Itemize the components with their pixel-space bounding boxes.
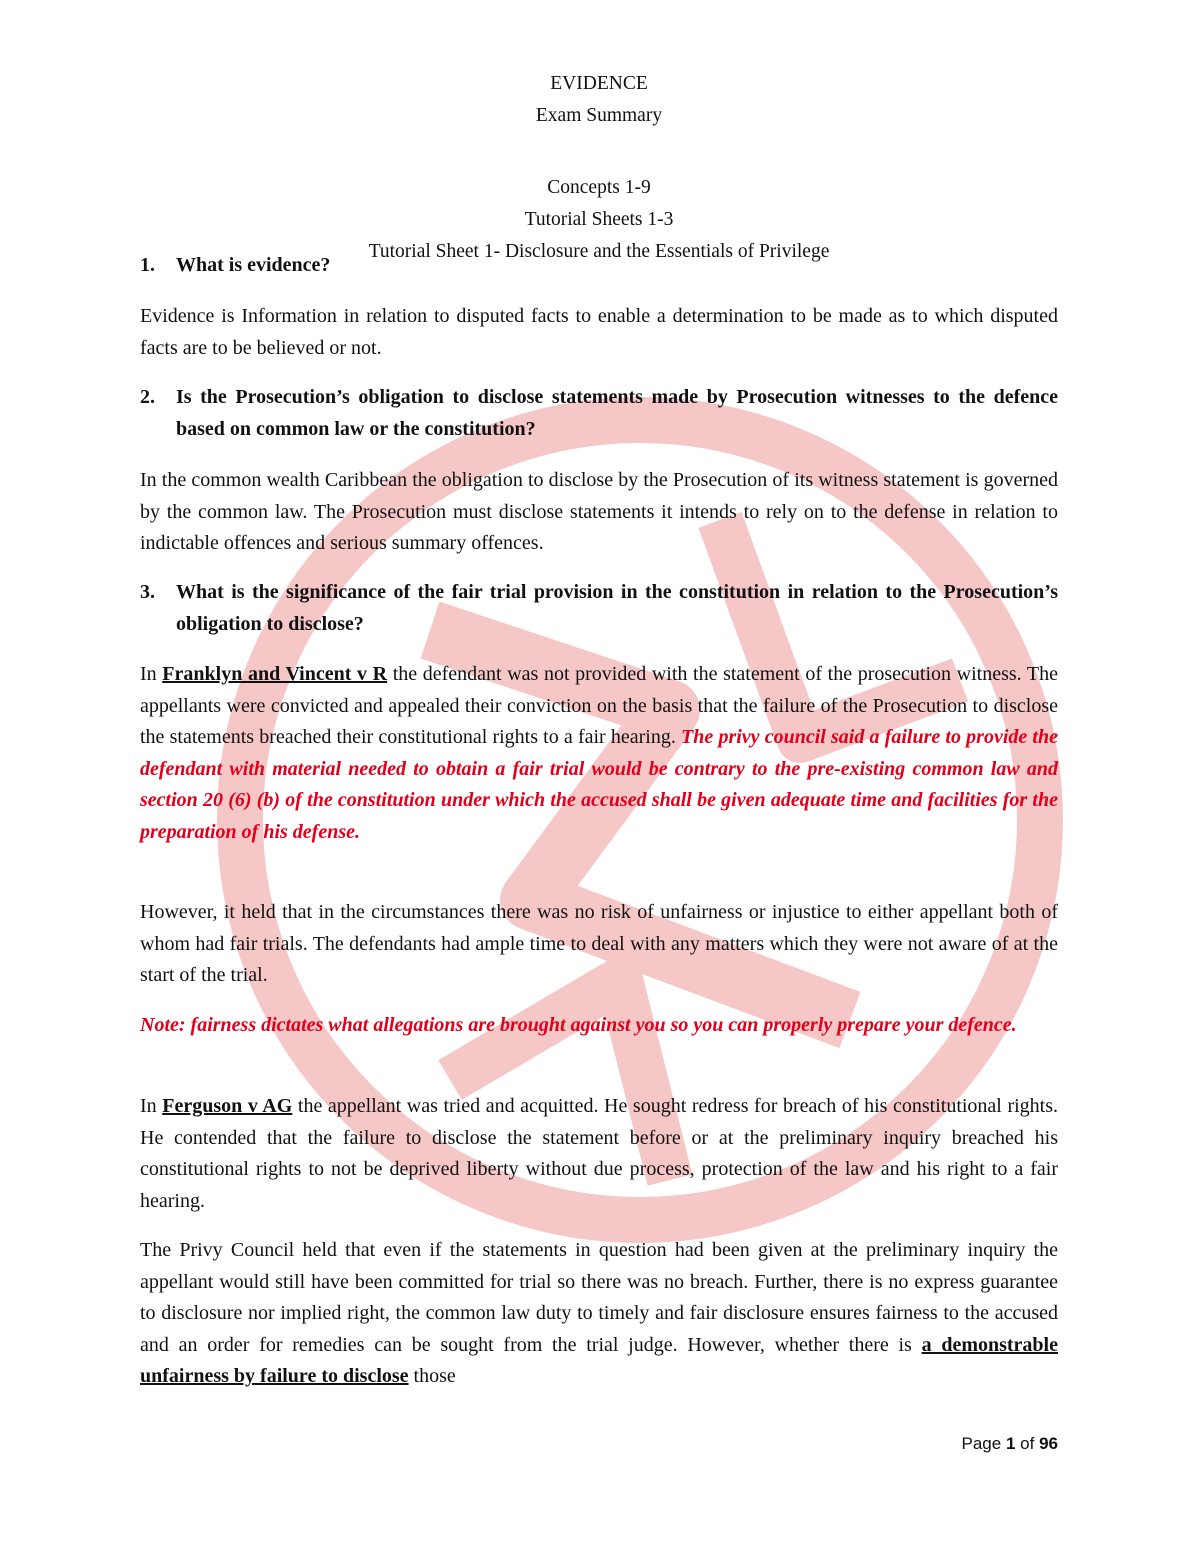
page-label: Page <box>961 1434 1002 1453</box>
emphasis-holding: The privy council said a failure to provide the defendant with material needed to obtain a fair trial would be contrary to the pre-existing common law and section 20 (6) (b) of the constitution under which the accused shall be given adequate time and facilities for the preparation of his defense. <box>140 726 1058 843</box>
header-tutorial-sheets: Tutorial Sheets 1-3 <box>524 209 674 230</box>
question-number: 3. <box>140 581 155 603</box>
question-text: Is the Prosecution’s obligation to disclose statements made by Prosecution witnesses to the defence based on common law or the constitution? <box>176 386 1058 440</box>
question-number: 1. <box>140 254 155 276</box>
answer-1: Evidence is Information in relation to disputed facts to enable a determination to be made as to which disputed facts are to be believed or not. <box>140 305 1058 359</box>
question-2 <box>140 382 1058 445</box>
paragraph-privy-council <box>140 1235 1058 1393</box>
paragraph-body: The Privy Council held that even if the statements in question had been given at the preliminary inquiry the appellant would still have been committed for trial so there was no breach. Further, there is no express guarantee to disclosure nor implied right, the common law duty to timely and fair disclosure ensures fairness to the accused and an order for remedies can be sought from the trial judge. However, whether there is <box>140 1239 1058 1356</box>
question-number: 2. <box>140 386 155 408</box>
question-3 <box>140 577 1058 640</box>
paragraph-body: the defendant was not provided with the statement of the prosecution witness. The appellants were convicted and appealed their conviction on the basis that the failure of the Prosecution to disclose the statements breached their constitutional rights to a fair hearing. <box>140 663 1058 748</box>
emphasis-demonstrable-unfairness: a demonstrable unfairness by failure to disclose <box>140 1333 1058 1387</box>
header-tutorial-sheet-title: Tutorial Sheet 1- Disclosure and the Essentials of Privilege <box>368 241 830 262</box>
question-1 <box>140 250 1058 282</box>
header-concepts: Concepts 1-9 <box>547 177 651 198</box>
document-title: EVIDENCE <box>550 73 648 94</box>
paragraph-franklyn <box>140 659 1058 848</box>
document-subtitle: Exam Summary <box>535 105 663 126</box>
paragraph-tail: those <box>408 1365 456 1387</box>
answer-2: In the common wealth Caribbean the obligation to disclose by the Prosecution of its witness statement is governed by the common law. The Prosecution must disclose statements it intends to rely on to the defense in relation to indictable offences and serious summary offences. <box>140 469 1058 554</box>
question-text: What is the significance of the fair trial provision in the constitution in relation to the Prosecution’s obligation to disclose? <box>176 581 1058 635</box>
paragraph-however: However, it held that in the circumstances there was no risk of unfairness or injustice to either appellant both of whom had fair trials. The defendants had ample time to deal with any matters which they were not aware of at the start of the trial. <box>140 901 1058 986</box>
document-header <box>140 68 1058 268</box>
case-name-ferguson: Ferguson v AG <box>162 1095 293 1117</box>
paragraph-prefix: In <box>140 1095 163 1117</box>
page-total: 96 <box>1039 1434 1058 1453</box>
paragraph-prefix: In <box>140 663 163 685</box>
question-text: What is evidence? <box>176 254 331 276</box>
paragraph-ferguson <box>140 1091 1058 1217</box>
paragraph-body: the appellant was tried and acquitted. He sought redress for breach of his constitutional rights. He contended that the failure to disclose the statement before or at the preliminary inquiry breached his constitutional rights to not be deprived liberty without due process, protection of the law and his right to a fair hearing. <box>140 1095 1058 1212</box>
document-page <box>140 0 1058 1553</box>
page-of-label: of <box>1020 1434 1035 1453</box>
note-paragraph: Note: fairness dictates what allegations are brought against you so you can properly prepare your defence. <box>140 1014 1017 1036</box>
page-current: 1 <box>1005 1434 1016 1453</box>
case-name-franklyn: Franklyn and Vincent v R <box>162 663 388 685</box>
